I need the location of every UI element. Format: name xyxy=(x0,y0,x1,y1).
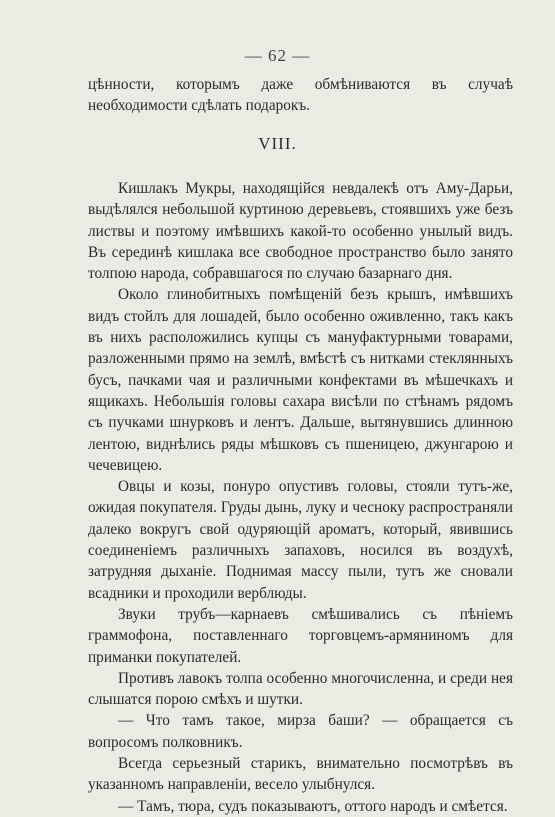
intro-paragraph-container xyxy=(88,74,513,117)
paragraph-8: — Тамъ, тюра, судъ показываютъ, оттого народъ и смѣется. xyxy=(118,797,508,815)
chapter-heading: VIII. xyxy=(258,134,297,153)
chapter-body xyxy=(88,178,513,817)
page-number: — 62 — xyxy=(244,46,311,65)
paragraph-7: Всегда серьезный старикъ, внимательно посмотрѣвъ въ указанномъ направленіи, весело улыбнулся. xyxy=(88,755,513,794)
paragraph-3: Овцы и козы, понуро опустивъ головы, стояли тутъ-же, ожидая покупателя. Груды дынь, луку и чесноку распространяли далеко вокругъ свой одуряющій ароматъ, который, явившись соединеніемъ различныхъ запаховъ, носился въ воздухѣ, затрудняя дыханіе. Поднимая массу пыли, тутъ же сновали всадники и проходили верблюды. xyxy=(88,478,513,602)
paragraph-1: Кишлакъ Мукры, находящійся невдалекѣ отъ Аму-Дарьи, выдѣлялся небольшой куртиною деревьевъ, стоявшихъ уже безъ листвы и поэтому имѣвшихъ какой-то особенно унылый видъ. Въ серединѣ кишлака все свободное пространство было занято толпою народа, собравшагося по случаю базарнаго дня. xyxy=(88,180,513,283)
paragraph-4: Звуки трубъ—карнаевъ смѣшивались съ пѣніемъ граммофона, поставленнаго торговцемъ-армяниномъ для приманки покупателей. xyxy=(88,605,513,666)
paragraph-6: — Что тамъ такое, мирза баши? — обращается съ вопросомъ полковникъ. xyxy=(88,712,513,751)
paragraph-2: Около глинобитныхъ помѣщеній безъ крышъ, имѣвшихъ видъ стойлъ для лошадей, было особенно оживленно, такъ какъ въ нихъ расположились купцы съ мануфактурными товарами, разложенными прямо на землѣ, вмѣстѣ съ нитками стеклянныхъ бусъ, пачками чая и различными конфектами въ мѣшечкахъ и ящикахъ. Небольшія головы сахара висѣли по стѣнамъ рядомъ съ пучками шнурковъ и лентъ. Дальше, вытянувшись длинною лентою, виднѣлись ряды мѣшковъ съ пшеницею, джунгарою и чечевицею. xyxy=(88,286,513,474)
intro-paragraph: цѣнности, которымъ даже обмѣниваются въ случаѣ необходимости сдѣлать подарокъ. xyxy=(88,76,513,115)
paragraph-5: Противъ лавокъ толпа особенно многочисленна, и среди нея слышатся порою смѣхъ и шутки. xyxy=(88,669,513,709)
